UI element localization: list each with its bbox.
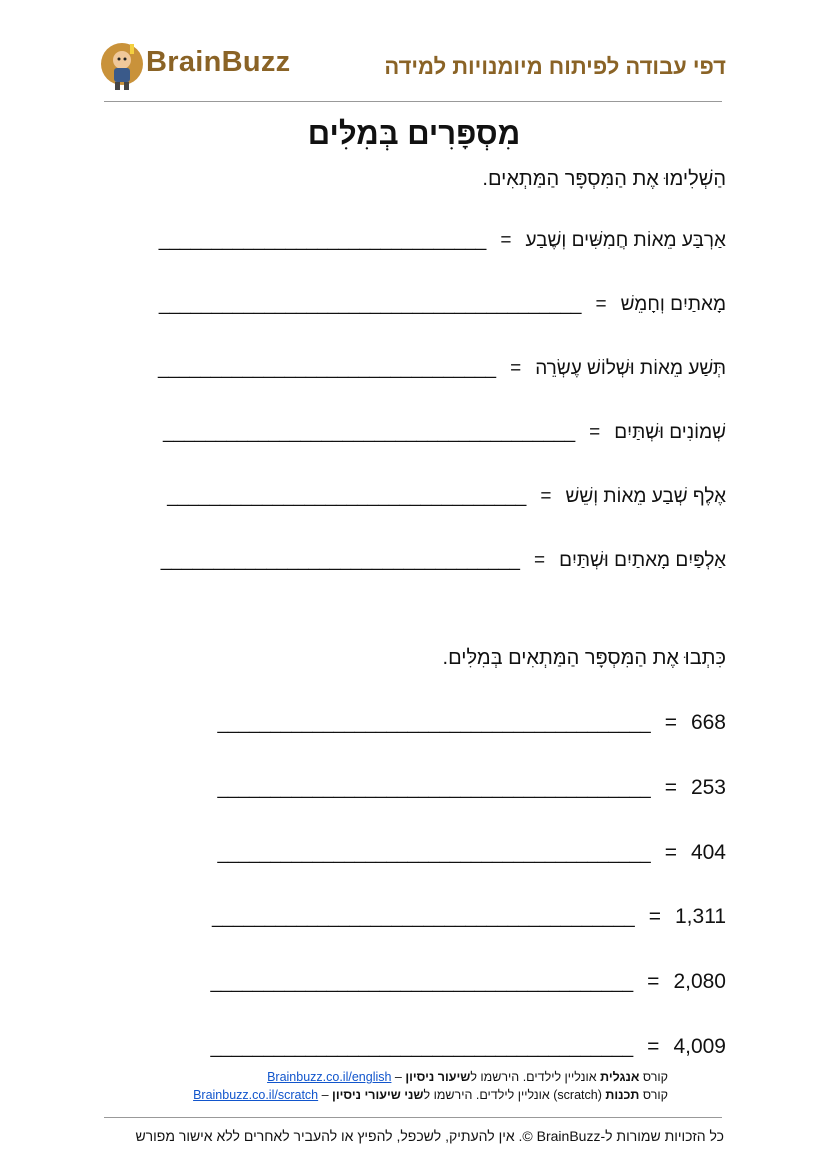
number-to-words-row <box>210 1035 726 1059</box>
section2-instruction: כִּתְבוּ אֶת הַמִּסְפָּר הַמַּתְאִים בְּמִלִּים. <box>442 647 726 669</box>
footer-english-course <box>267 1070 668 1084</box>
word-to-number-row <box>163 422 726 444</box>
word-to-number-row <box>158 358 726 380</box>
section1-instruction: הַשְׁלִימוּ אֶת הַמִּסְפָּר הַמַּתְאִים. <box>482 168 726 190</box>
header-divider <box>104 101 722 102</box>
footer-dash: – <box>391 1070 406 1084</box>
footer-bold: תכנות <box>605 1088 640 1102</box>
number-words: מָאתַיִם וְחָמֵשׁ <box>620 294 726 315</box>
word-to-number-row <box>159 294 726 316</box>
equals-sign: = <box>510 358 522 379</box>
equals-sign: = <box>648 905 661 928</box>
equals-sign: = <box>647 970 660 993</box>
footer-bold: שני שיעורי ניסיון <box>332 1088 424 1102</box>
footer-bold: אנגלית <box>600 1070 640 1084</box>
equals-sign: = <box>664 841 677 864</box>
answer-blank[interactable]: _________________________________________ <box>217 843 651 864</box>
number-value: 4,009 <box>673 1035 726 1058</box>
answer-blank[interactable]: _______________________________ <box>158 230 487 251</box>
answer-blank[interactable]: _________________________________________ <box>217 778 651 799</box>
equals-sign: = <box>664 776 677 799</box>
number-value: 2,080 <box>673 970 726 993</box>
number-words: אֶלֶף שְׁבַע מֵאוֹת וְשֵׁשׁ <box>565 486 726 507</box>
equals-sign: = <box>664 711 677 734</box>
equals-sign: = <box>500 230 512 251</box>
word-to-number-row <box>161 550 726 572</box>
page-title: מִסְפָּרִים בְּמִלִּים <box>307 116 521 151</box>
number-words: שְׁמוֹנִים וּשְׁתַּיִם <box>614 422 726 443</box>
footer-text: (scratch) אונליין לילדים. הירשמו ל <box>423 1088 606 1102</box>
number-to-words-row <box>212 905 726 929</box>
copyright-notice: כל הזכויות שמורות ל-BrainBuzz ©. אין להעתיק, לשכפל, להפיץ או להעביר לאחרים ללא אישור מפורש <box>135 1128 724 1144</box>
english-course-link[interactable]: Brainbuzz.co.il/english <box>267 1070 392 1084</box>
answer-blank[interactable]: _________________________________________ <box>217 713 651 734</box>
word-to-number-row <box>167 486 726 508</box>
footer-text: אונליין לילדים. הירשמו ל <box>470 1070 601 1084</box>
answer-blank[interactable]: ________________________________ <box>157 358 497 379</box>
scratch-course-link[interactable]: Brainbuzz.co.il/scratch <box>193 1088 319 1102</box>
equals-sign: = <box>540 486 552 507</box>
number-value: 404 <box>690 841 726 864</box>
number-words: אַרְבַּע מֵאוֹת חֲמִשִּׁים וְשֶׁבַע <box>525 230 726 251</box>
footer-bold: שיעור ניסיון <box>405 1070 471 1084</box>
number-words: אַלְפַּיִם מָאתַיִם וּשְׁתַּיִם <box>559 550 726 571</box>
answer-blank[interactable]: ________________________________________ <box>212 907 635 928</box>
footer-scratch-course <box>193 1088 668 1102</box>
equals-sign: = <box>647 1035 660 1058</box>
mascot-icon <box>100 40 146 92</box>
footer-text: קורס <box>639 1088 668 1102</box>
number-to-words-row <box>217 776 726 800</box>
answer-blank[interactable]: _______________________________________ <box>163 422 576 443</box>
number-value: 1,311 <box>675 905 726 928</box>
answer-blank[interactable]: ________________________________________ <box>210 1037 634 1058</box>
number-to-words-row <box>217 711 726 735</box>
footer-divider <box>104 1117 722 1118</box>
number-value: 253 <box>690 776 726 799</box>
number-to-words-row <box>210 970 726 994</box>
number-value: 668 <box>690 711 726 734</box>
answer-blank[interactable]: ________________________________________ <box>210 972 634 993</box>
equals-sign: = <box>589 422 601 443</box>
brainbuzz-logo <box>100 40 310 92</box>
answer-blank[interactable]: ________________________________________ <box>158 294 582 315</box>
footer-dash: – <box>318 1088 333 1102</box>
number-words: תְּשַׁע מֵאוֹת וּשְׁלוֹשׁ עֶשְׂרֵה <box>535 358 726 379</box>
header-title: דפי עבודה לפיתוח מיומנויות למידה <box>384 54 726 79</box>
equals-sign: = <box>534 550 546 571</box>
word-to-number-row <box>159 230 726 252</box>
answer-blank[interactable]: __________________________________ <box>160 550 520 571</box>
footer-text: קורס <box>639 1070 668 1084</box>
answer-blank[interactable]: __________________________________ <box>167 486 527 507</box>
equals-sign: = <box>595 294 607 315</box>
brand-name: BrainBuzz <box>146 46 291 78</box>
number-to-words-row <box>217 841 726 865</box>
